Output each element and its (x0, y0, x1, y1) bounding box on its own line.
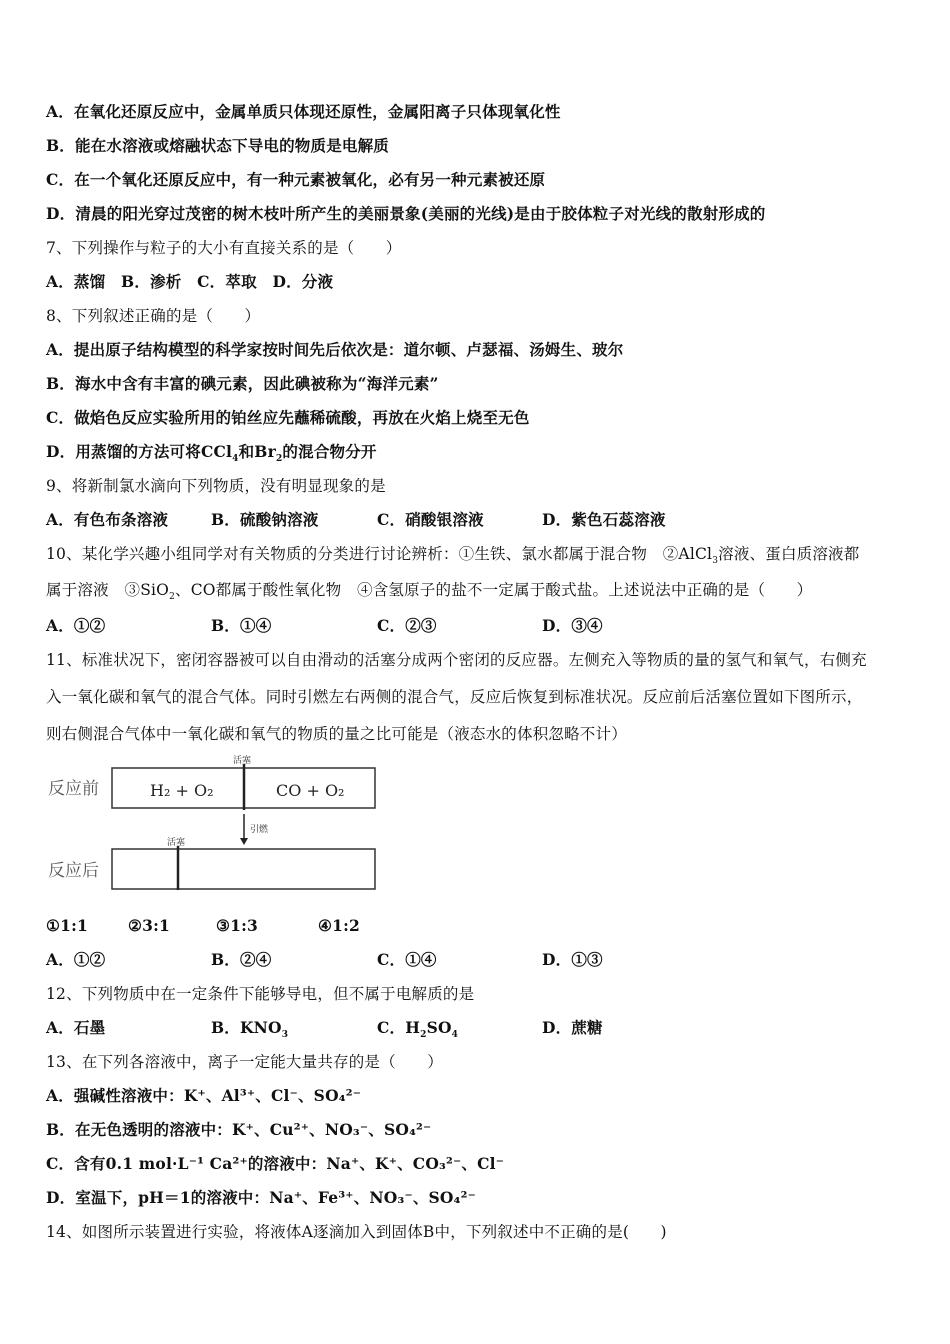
q6-option-c: C．在一个氧化还原反应中，有一种元素被氧化，必有另一种元素被还原 (46, 170, 546, 189)
left-gas-label: H₂ + O₂ (150, 781, 214, 800)
q6-option-a: A．在氧化还原反应中，金属单质只体现还原性，金属阳离子只体现氧化性 (46, 102, 561, 121)
q8-option-a: A．提出原子结构模型的科学家按时间先后依次是：道尔顿、卢瑟福、汤姆生、玻尔 (46, 340, 624, 359)
q13-option-a: A．强碱性溶液中：K⁺、Al³⁺、Cl⁻、SO₄²⁻ (46, 1086, 362, 1105)
q11-stem-line2: 入一氧化碳和氧气的混合气体。同时引燃左右两侧的混合气，反应后恢复到标准状况。反应前后活塞位置如下图所示， (46, 688, 863, 706)
q13-stem: 13、在下列各溶液中，离子一定能大量共存的是（ ） (46, 1053, 443, 1071)
q12-option-c: C．$H_2SO_4$ (377, 1018, 459, 1041)
ignite-label: 引燃 (250, 825, 269, 835)
q13-option-c: C．含有0.1 mol·L⁻¹ Ca²⁺的溶液中：Na⁺、K⁺、CO₃²⁻、Cl⁻ (46, 1154, 505, 1173)
q8-stem: 8、下列叙述正确的是（ ） (46, 307, 261, 325)
q12-option-b: B．$KNO_3$ (211, 1018, 289, 1041)
q10-stem-line1: 10、某化学兴趣小组同学对有关物质的分类进行讨论辨析：①生铁、氯水都属于混合物 ②AlCl$_3$溶液、蛋白质溶液都 (46, 545, 860, 567)
q11-ratio-3: ③1:3 (216, 916, 258, 935)
q11-ratio-4: ④1:2 (318, 916, 360, 935)
q11-option-b: B．②④ (211, 950, 272, 969)
q12-stem: 12、下列物质中在一定条件下能够导电，但不属于电解质的是 (46, 985, 475, 1003)
q10-stem-line2: 属于溶液 ③SiO$_2$、CO都属于酸性氧化物 ④含氢原子的盐不一定属于酸式盐。上述说法中正确的是（ ） (46, 581, 813, 603)
q7-stem: 7、下列操作与粒子的大小有直接关系的是（ ） (46, 239, 402, 257)
q8-option-b: B．海水中含有丰富的碘元素，因此碘被称为“海洋元素” (46, 374, 439, 393)
q11-option-a: A．①② (46, 950, 106, 969)
q9-option-b: B．硫酸钠溶液 (211, 510, 319, 529)
q12-option-d: D．蔗糖 (542, 1018, 603, 1037)
q13-option-b: B．在无色透明的溶液中：K⁺、Cu²⁺、NO₃⁻、SO₄²⁻ (46, 1120, 432, 1139)
q14-stem: 14、如图所示装置进行实验，将液体A逐滴加入到固体B中，下列叙述中不正确的是( ) (46, 1223, 667, 1241)
q8-option-d: D．用蒸馏的方法可将CCl$_4$和$Br_2$的混合物分开 (46, 442, 377, 465)
piston-diagram (44, 752, 384, 897)
q10-option-a: A．①② (46, 616, 106, 635)
q10-option-b: B．①④ (211, 616, 272, 635)
q9-option-c: C．硝酸银溶液 (377, 510, 484, 529)
piston-label-before: 活塞 (233, 756, 252, 766)
q11-option-d: D．①③ (542, 950, 603, 969)
ignite-arrow-head (240, 838, 248, 845)
q10-option-d: D．③④ (542, 616, 603, 635)
q13-option-d: D．室温下，pH＝1的溶液中：Na⁺、Fe³⁺、NO₃⁻、SO₄²⁻ (46, 1188, 476, 1207)
container-after (112, 849, 375, 889)
q11-ratio-1: ①1:1 (46, 916, 88, 935)
q11-ratio-2: ②3:1 (128, 916, 170, 935)
q10-option-c: C．②③ (377, 616, 437, 635)
label-before-reaction: 反应前 (48, 779, 99, 799)
q11-stem-line3: 则右侧混合气体中一氧化碳和氧气的物质的量之比可能是（液态水的体积忽略不计） (46, 725, 627, 743)
q9-option-a: A．有色布条溶液 (46, 510, 169, 529)
q6-option-d: D．清晨的阳光穿过茂密的树木枝叶所产生的美丽景象(美丽的光线)是由于胶体粒子对光线的散射形成的 (46, 204, 766, 223)
q8-option-c: C．做焰色反应实验所用的铂丝应先蘸稀硫酸，再放在火焰上烧至无色 (46, 408, 530, 427)
q7-options: A．蒸馏 B．渗析 C．萃取 D．分液 (46, 272, 334, 291)
q11-stem-line1: 11、标准状况下，密闭容器被可以自由滑动的活塞分成两个密闭的反应器。左侧充入等物质的量的氢气和氧气，右侧充 (46, 651, 867, 669)
q9-stem: 9、将新制氯水滴向下列物质，没有明显现象的是 (46, 477, 386, 495)
q6-option-b: B．能在水溶液或熔融状态下导电的物质是电解质 (46, 136, 390, 155)
right-gas-label: CO + O₂ (276, 781, 345, 800)
label-after-reaction: 反应后 (48, 861, 99, 881)
q11-option-c: C．①④ (377, 950, 437, 969)
piston-label-after: 活塞 (167, 838, 186, 848)
q9-option-d: D．紫色石蕊溶液 (542, 510, 666, 529)
q12-option-a: A．石墨 (46, 1018, 106, 1037)
